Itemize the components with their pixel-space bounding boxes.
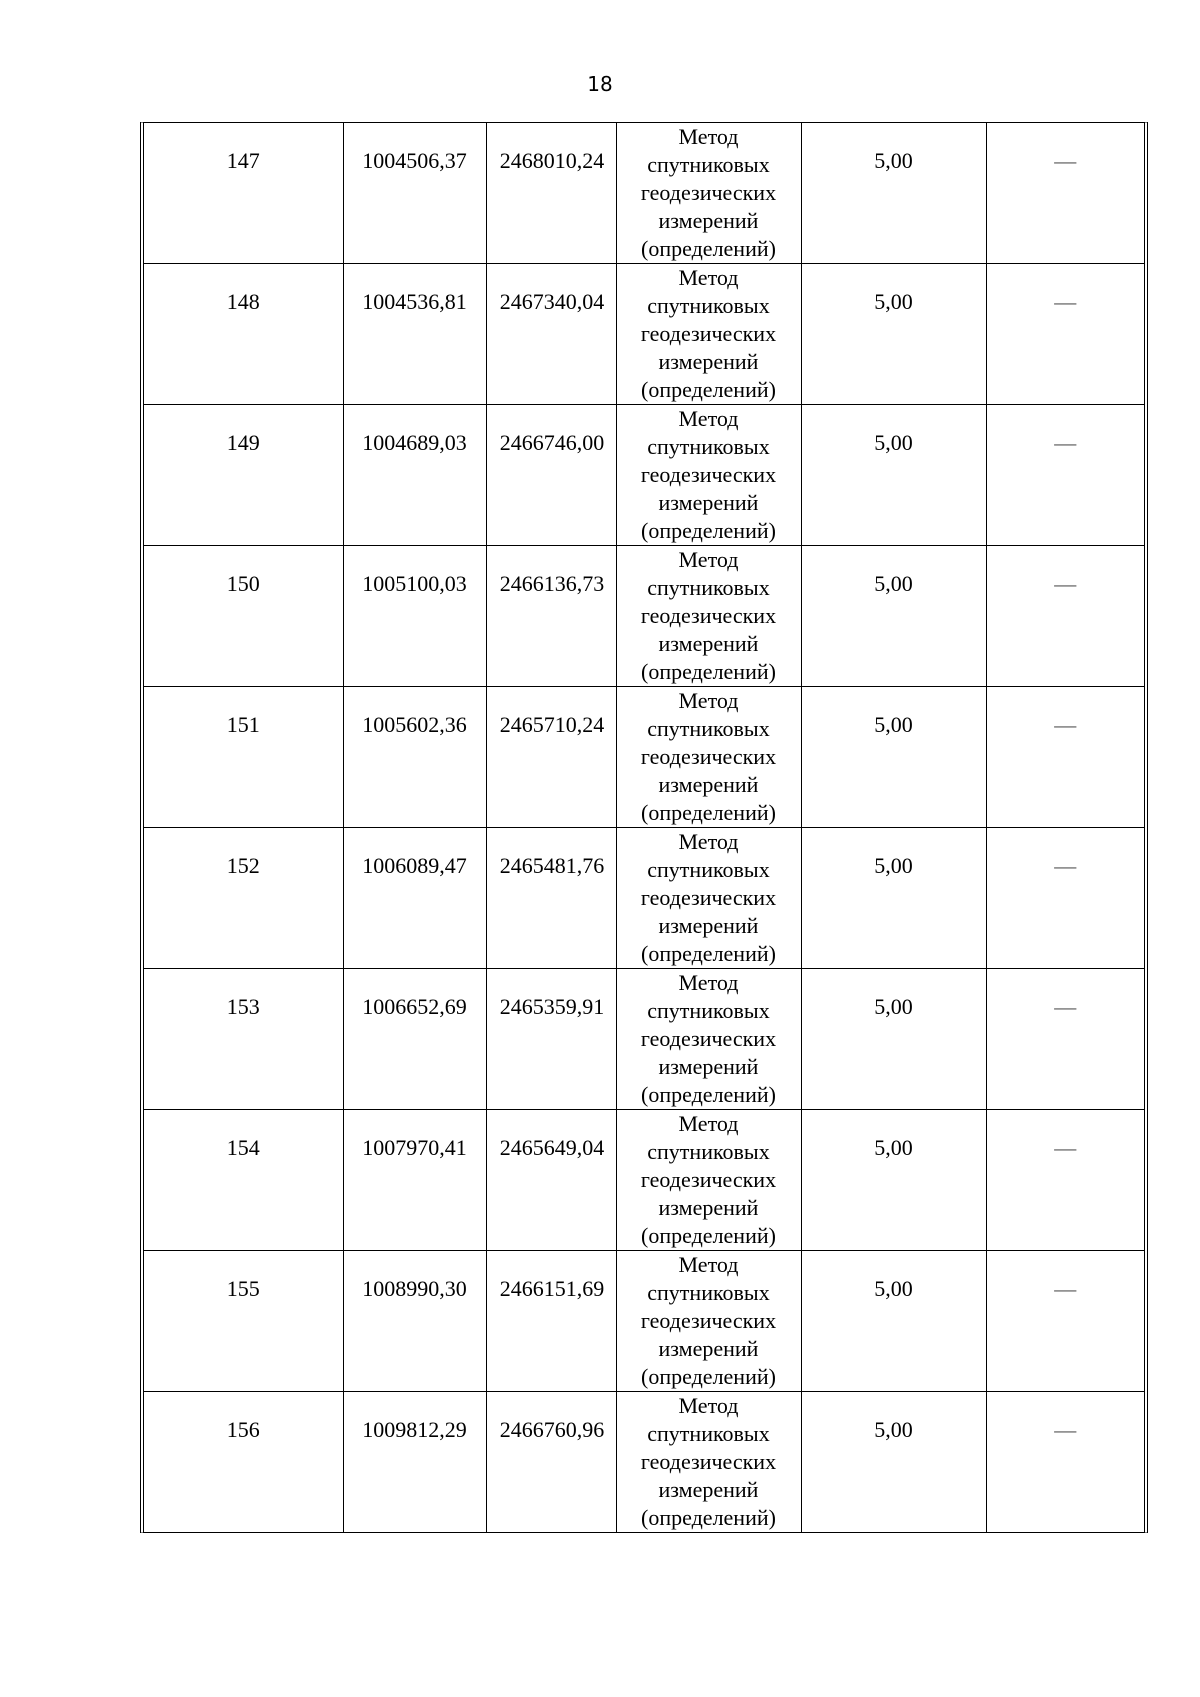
- x-coordinate-cell: [343, 1251, 486, 1392]
- x-coordinate-cell-text: 1005602,36: [362, 712, 467, 737]
- accuracy-cell: [801, 546, 986, 687]
- accuracy-cell-text: 5,00: [874, 712, 913, 737]
- accuracy-cell: [801, 123, 986, 264]
- method-cell-text: Метод спутниковых геодезических измерений (определений): [640, 406, 777, 543]
- accuracy-cell: [801, 1110, 986, 1251]
- accuracy-cell: [801, 828, 986, 969]
- table-row: [144, 123, 1144, 264]
- table-row: [144, 1251, 1144, 1392]
- x-coordinate-cell-text: 1008990,30: [362, 1276, 467, 1301]
- point-number-cell: [144, 1110, 343, 1251]
- description-cell: [986, 264, 1144, 405]
- x-coordinate-cell-text: 1006089,47: [362, 853, 467, 878]
- accuracy-cell: [801, 264, 986, 405]
- description-cell: [986, 405, 1144, 546]
- method-cell-text: Метод спутниковых геодезических измерений (определений): [640, 1252, 777, 1389]
- method-cell: [616, 1392, 801, 1533]
- accuracy-cell-text: 5,00: [874, 994, 913, 1019]
- point-number-cell: [144, 405, 343, 546]
- accuracy-cell-text: 5,00: [874, 1135, 913, 1160]
- point-number-cell-text: 153: [226, 994, 260, 1019]
- y-coordinate-cell-text: 2466136,73: [499, 571, 605, 596]
- point-number-cell-text: 156: [226, 1417, 260, 1442]
- x-coordinate-cell-text: 1004506,37: [362, 148, 467, 173]
- point-number-cell-text: 151: [226, 712, 260, 737]
- point-number-cell: [144, 546, 343, 687]
- table-row: [144, 264, 1144, 405]
- x-coordinate-cell-text: 1004536,81: [362, 289, 467, 314]
- y-coordinate-cell: [486, 687, 616, 828]
- y-coordinate-cell-text: 2465649,04: [499, 1135, 605, 1160]
- description-cell-text: —: [1054, 289, 1077, 314]
- x-coordinate-cell-text: 1006652,69: [362, 994, 467, 1019]
- method-cell: [616, 123, 801, 264]
- y-coordinate-cell: [486, 405, 616, 546]
- y-coordinate-cell: [486, 1251, 616, 1392]
- y-coordinate-cell-text: 2465481,76: [499, 853, 605, 878]
- accuracy-cell-text: 5,00: [874, 289, 913, 314]
- y-coordinate-cell: [486, 1392, 616, 1533]
- point-number-cell: [144, 687, 343, 828]
- description-cell: [986, 1251, 1144, 1392]
- point-number-cell-text: 155: [226, 1276, 260, 1301]
- method-cell: [616, 1110, 801, 1251]
- method-cell: [616, 969, 801, 1110]
- method-cell: [616, 687, 801, 828]
- x-coordinate-cell: [343, 546, 486, 687]
- x-coordinate-cell-text: 1007970,41: [362, 1135, 467, 1160]
- coordinates-table: [140, 122, 1148, 1533]
- accuracy-cell-text: 5,00: [874, 430, 913, 455]
- y-coordinate-cell: [486, 969, 616, 1110]
- accuracy-cell-text: 5,00: [874, 148, 913, 173]
- x-coordinate-cell-text: 1005100,03: [362, 571, 467, 596]
- method-cell: [616, 828, 801, 969]
- method-cell-text: Метод спутниковых геодезических измерений (определений): [640, 547, 777, 684]
- description-cell-text: —: [1054, 853, 1077, 878]
- description-cell-text: —: [1054, 994, 1077, 1019]
- accuracy-cell-text: 5,00: [874, 571, 913, 596]
- table-row: [144, 1110, 1144, 1251]
- y-coordinate-cell-text: 2465359,91: [499, 994, 605, 1019]
- accuracy-cell: [801, 687, 986, 828]
- table-body: [144, 123, 1144, 1532]
- point-number-cell-text: 154: [226, 1135, 260, 1160]
- x-coordinate-cell: [343, 1392, 486, 1533]
- y-coordinate-cell: [486, 123, 616, 264]
- description-cell: [986, 123, 1144, 264]
- y-coordinate-cell: [486, 1110, 616, 1251]
- description-cell: [986, 546, 1144, 687]
- description-cell: [986, 828, 1144, 969]
- table-row: [144, 969, 1144, 1110]
- y-coordinate-cell: [486, 264, 616, 405]
- accuracy-cell-text: 5,00: [874, 853, 913, 878]
- description-cell: [986, 1392, 1144, 1533]
- method-cell-text: Метод спутниковых геодезических измерений (определений): [640, 688, 777, 825]
- description-cell-text: —: [1054, 148, 1077, 173]
- point-number-cell: [144, 123, 343, 264]
- accuracy-cell-text: 5,00: [874, 1417, 913, 1442]
- table-row: [144, 1392, 1144, 1533]
- description-cell-text: —: [1054, 1417, 1077, 1442]
- coordinates-table-grid: [144, 123, 1144, 1532]
- description-cell: [986, 687, 1144, 828]
- x-coordinate-cell: [343, 405, 486, 546]
- description-cell-text: —: [1054, 712, 1077, 737]
- method-cell: [616, 1251, 801, 1392]
- y-coordinate-cell: [486, 546, 616, 687]
- point-number-cell-text: 150: [226, 571, 260, 596]
- method-cell-text: Метод спутниковых геодезических измерений (определений): [640, 124, 777, 261]
- y-coordinate-cell-text: 2468010,24: [499, 148, 605, 173]
- x-coordinate-cell: [343, 828, 486, 969]
- description-cell-text: —: [1054, 1135, 1077, 1160]
- point-number-cell: [144, 969, 343, 1110]
- accuracy-cell: [801, 1251, 986, 1392]
- accuracy-cell-text: 5,00: [874, 1276, 913, 1301]
- table-row: [144, 828, 1144, 969]
- point-number-cell-text: 147: [226, 148, 260, 173]
- y-coordinate-cell-text: 2466746,00: [499, 430, 605, 455]
- method-cell: [616, 405, 801, 546]
- description-cell: [986, 1110, 1144, 1251]
- point-number-cell: [144, 1392, 343, 1533]
- y-coordinate-cell-text: 2466151,69: [499, 1276, 605, 1301]
- method-cell-text: Метод спутниковых геодезических измерений (определений): [640, 265, 777, 402]
- description-cell-text: —: [1054, 430, 1077, 455]
- y-coordinate-cell-text: 2465710,24: [499, 712, 605, 737]
- accuracy-cell: [801, 969, 986, 1110]
- x-coordinate-cell: [343, 687, 486, 828]
- point-number-cell: [144, 1251, 343, 1392]
- method-cell: [616, 264, 801, 405]
- table-row: [144, 546, 1144, 687]
- point-number-cell-text: 152: [226, 853, 260, 878]
- x-coordinate-cell-text: 1004689,03: [362, 430, 467, 455]
- x-coordinate-cell-text: 1009812,29: [362, 1417, 467, 1442]
- point-number-cell-text: 149: [226, 430, 260, 455]
- accuracy-cell: [801, 405, 986, 546]
- accuracy-cell: [801, 1392, 986, 1533]
- point-number-cell-text: 148: [226, 289, 260, 314]
- method-cell-text: Метод спутниковых геодезических измерений (определений): [640, 1393, 777, 1530]
- x-coordinate-cell: [343, 123, 486, 264]
- table-row: [144, 405, 1144, 546]
- description-cell: [986, 969, 1144, 1110]
- method-cell-text: Метод спутниковых геодезических измерений (определений): [640, 1111, 777, 1248]
- point-number-cell: [144, 264, 343, 405]
- point-number-cell: [144, 828, 343, 969]
- x-coordinate-cell: [343, 1110, 486, 1251]
- x-coordinate-cell: [343, 969, 486, 1110]
- y-coordinate-cell-text: 2467340,04: [499, 289, 605, 314]
- table-row: [144, 687, 1144, 828]
- page-number: 18: [587, 72, 613, 96]
- method-cell-text: Метод спутниковых геодезических измерений (определений): [640, 970, 777, 1107]
- method-cell-text: Метод спутниковых геодезических измерений (определений): [640, 829, 777, 966]
- y-coordinate-cell: [486, 828, 616, 969]
- description-cell-text: —: [1054, 571, 1077, 596]
- method-cell: [616, 546, 801, 687]
- x-coordinate-cell: [343, 264, 486, 405]
- y-coordinate-cell-text: 2466760,96: [499, 1417, 605, 1442]
- description-cell-text: —: [1054, 1276, 1077, 1301]
